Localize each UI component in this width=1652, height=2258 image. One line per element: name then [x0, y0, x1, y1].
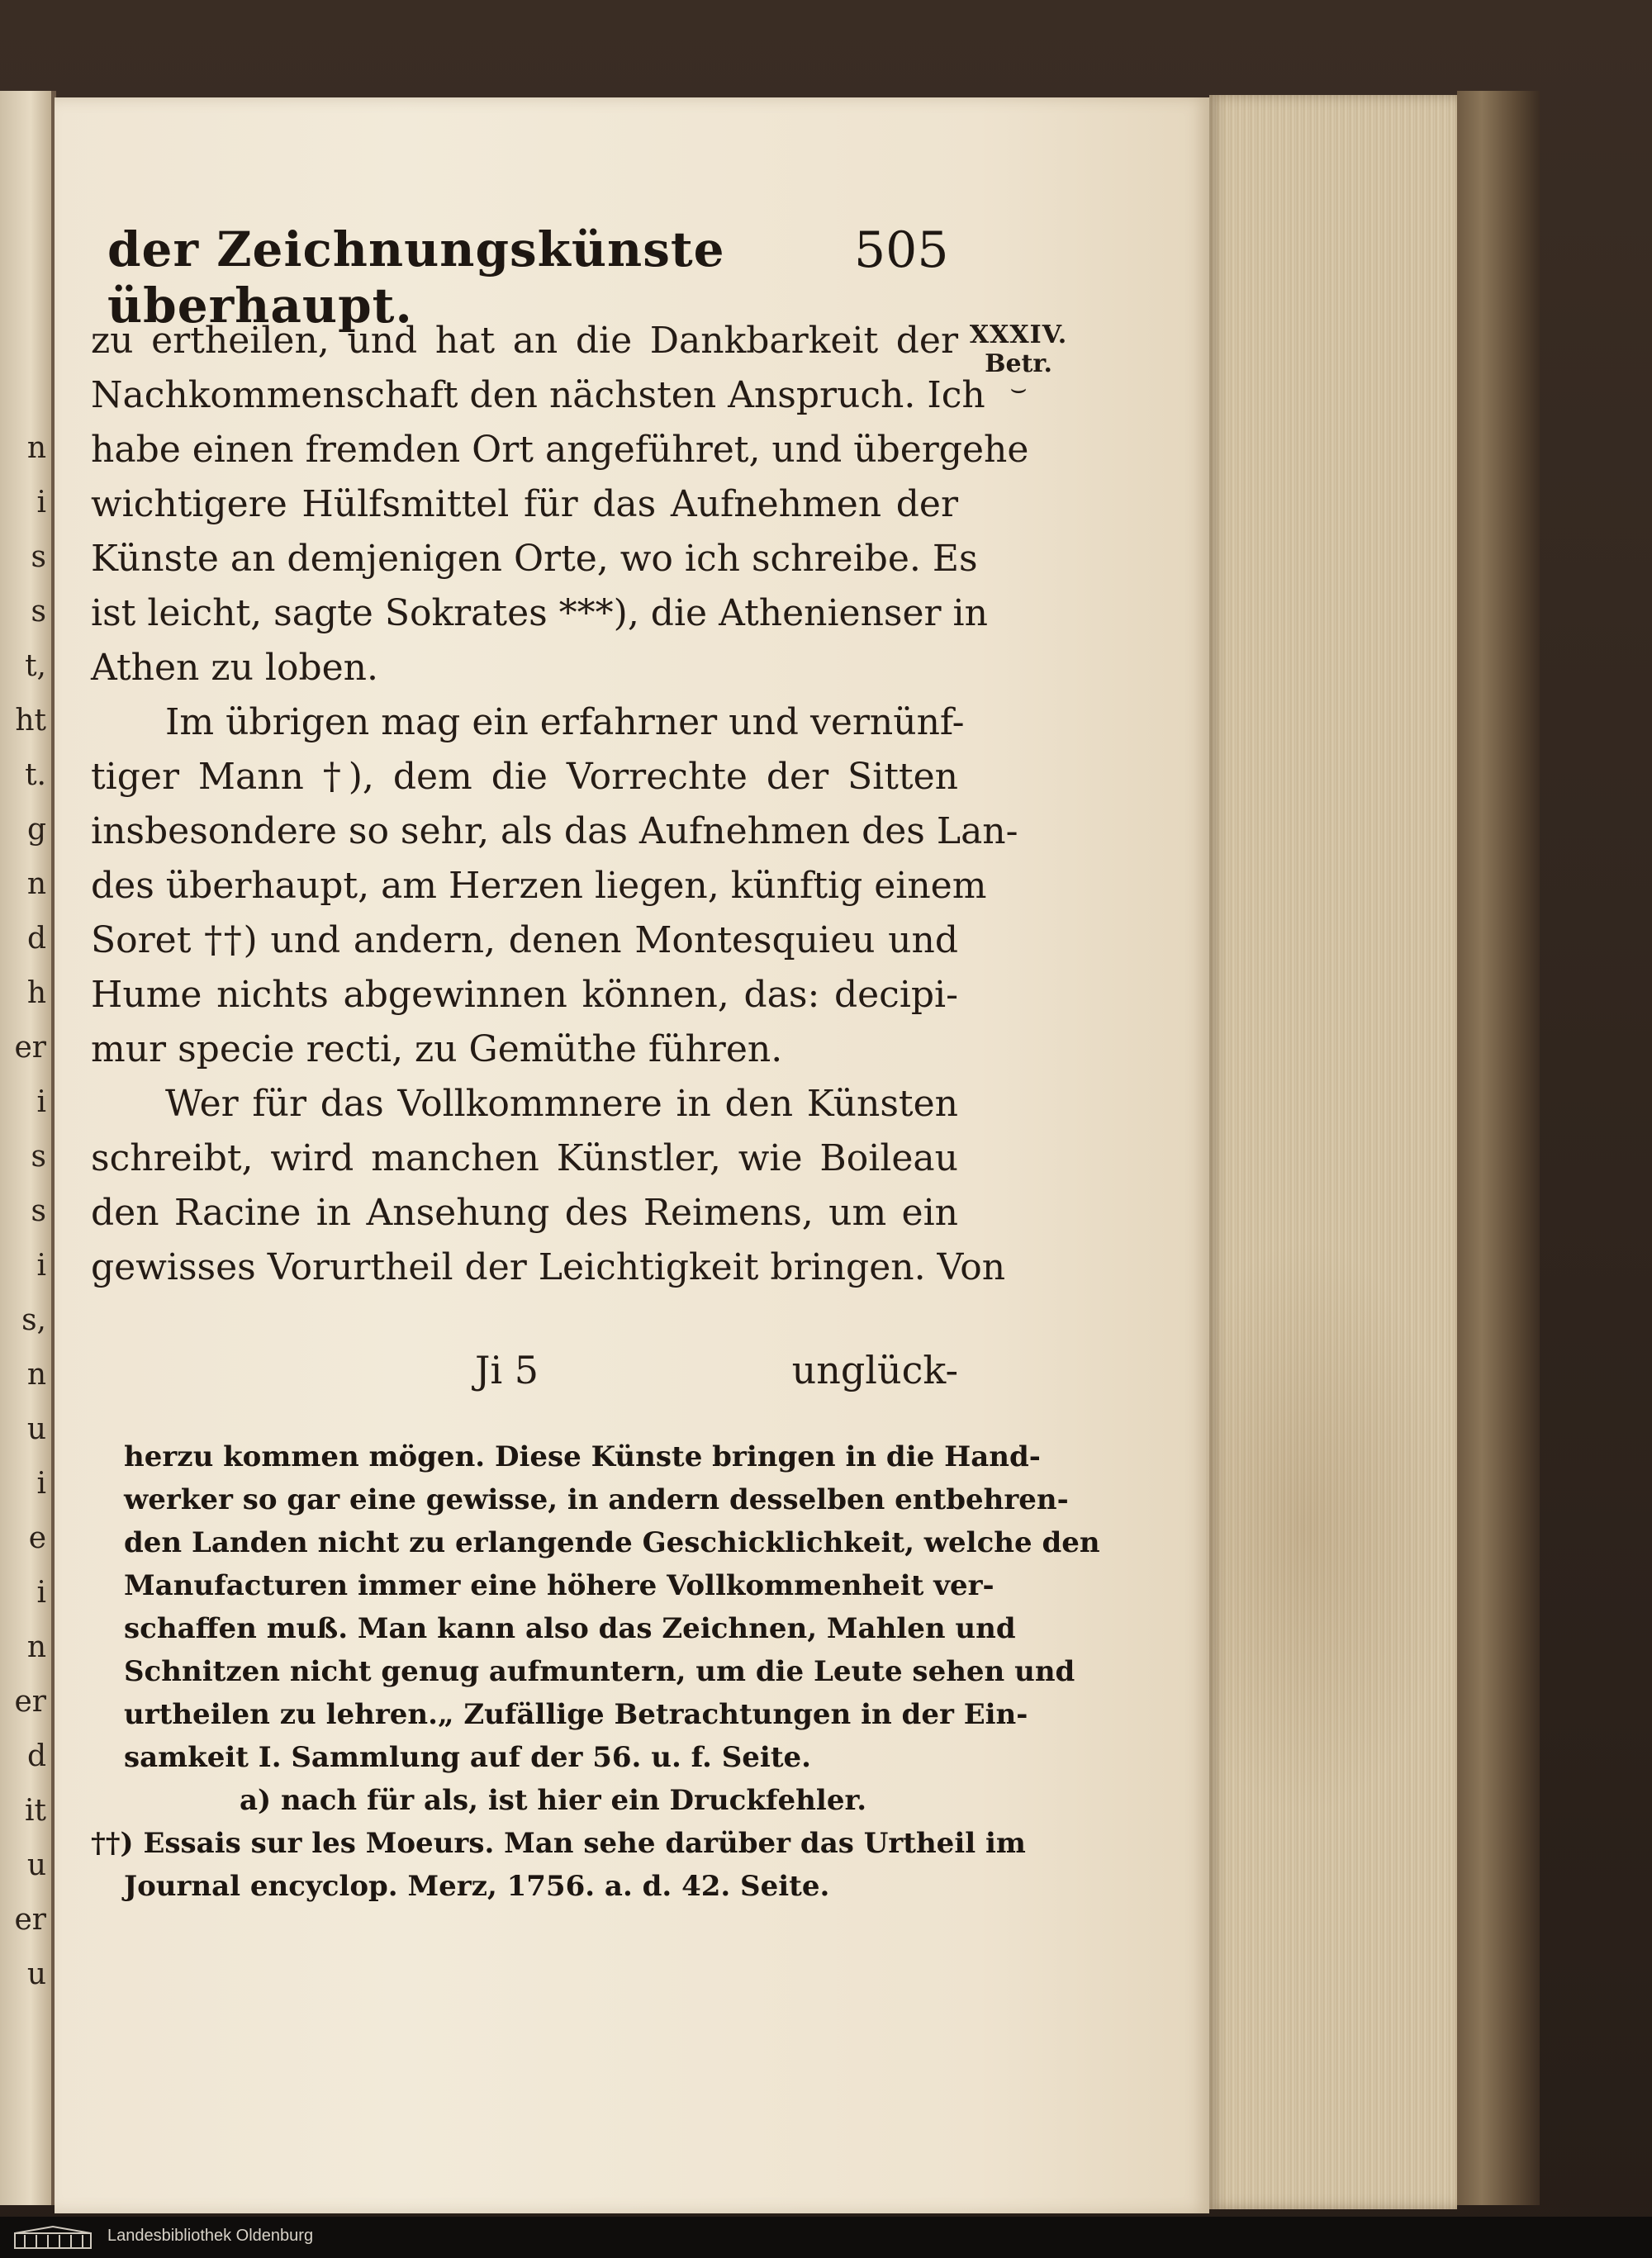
left-page-fragment: ht: [15, 704, 46, 738]
library-building-icon: [13, 2225, 93, 2250]
left-page-fragment: s: [31, 540, 46, 574]
footnote-line: den Landen nicht zu erlangende Geschicklichkeit, welche den: [124, 1526, 1100, 1559]
left-page-fragment: u: [26, 1957, 46, 1991]
footnote-line: urtheilen zu lehren.„ Zufällige Betrachtungen in der Ein-: [124, 1698, 1028, 1731]
text-line: zu ertheilen, und hat an die Dankbarkeit der: [91, 320, 958, 362]
left-page-fragment: i: [36, 1249, 46, 1283]
library-credit: Landesbibliothek Oldenburg: [107, 2227, 314, 2245]
left-page-fragment: n: [26, 1630, 46, 1664]
text-line: ist leicht, sagte Sokrates ***), die Athenienser in: [91, 592, 988, 634]
text-line: Athen zu loben.: [91, 647, 378, 689]
margin-note-brace: ⌣: [1009, 372, 1028, 404]
margin-note-number: XXXIV.: [969, 320, 1068, 349]
left-page-fragment: it: [25, 1794, 46, 1828]
text-line: Hume nichts abgewinnen können, das: decipi-: [91, 974, 958, 1016]
page-fore-edge: [1209, 95, 1457, 2209]
left-page-fragment: er: [14, 1685, 46, 1719]
left-page-fragments: [5, 421, 46, 2002]
footnotes: [91, 1435, 1100, 1908]
left-page-fragment: s,: [21, 1303, 46, 1337]
left-page-fragment: e: [28, 1521, 46, 1555]
text-line: Im übrigen mag ein erfahrner und vernünf-: [165, 701, 965, 743]
left-page-fragment: t,: [25, 649, 46, 683]
text-line: mur specie recti, zu Gemüthe führen.: [91, 1028, 783, 1070]
text-line: habe einen fremden Ort angeführet, und übergehe: [91, 429, 1029, 471]
left-page-fragment: u: [26, 1412, 46, 1446]
left-page-fragment: i: [36, 1467, 46, 1501]
signature-mark: Ji 5: [475, 1348, 539, 1392]
text-line: gewisses Vorurtheil der Leichtigkeit bringen. Von: [91, 1246, 1006, 1288]
left-page-fragment: n: [26, 1358, 46, 1392]
text-line: schreibt, wird manchen Künstler, wie Boileau: [91, 1137, 958, 1179]
footnote-line: Schnitzen nicht genug aufmuntern, um die Leute sehen und: [124, 1655, 1075, 1688]
signature-line: [91, 1348, 958, 1406]
footnote-line: werker so gar eine gewisse, in andern desselben entbehren-: [124, 1483, 1069, 1516]
running-head: der Zeichnungskünste überhaupt.: [107, 221, 725, 334]
footnote-line: Manufacturen immer eine höhere Vollkommenheit ver-: [124, 1569, 995, 1602]
left-page-fragment: er: [14, 1031, 46, 1065]
left-page-fragment: i: [36, 486, 46, 519]
text-line: Wer für das Vollkommnere in den Künsten: [165, 1083, 958, 1125]
margin-note-abbr: Betr.: [985, 349, 1052, 378]
left-page-fragment: n: [26, 867, 46, 901]
left-page-fragment: d: [26, 922, 46, 956]
credit-bar: [0, 2217, 1652, 2258]
left-page-edge: [0, 91, 56, 2205]
footnote-line: samkeit I. Sammlung auf der 56. u. f. Seite.: [124, 1741, 811, 1774]
book-cover-edge: [1457, 91, 1540, 2205]
left-page-fragment: s: [31, 595, 46, 629]
left-page-fragment: i: [36, 1085, 46, 1119]
left-page-fragment: n: [26, 431, 46, 465]
text-line: insbesondere so sehr, als das Aufnehmen des Lan-: [91, 810, 1018, 852]
footnote-a: a) nach für als, ist hier ein Druckfehler.: [240, 1784, 867, 1817]
text-line: Künste an demjenigen Orte, wo ich schreibe. Es: [91, 538, 978, 580]
left-page-fragment: u: [26, 1848, 46, 1882]
left-page-fragment: t.: [25, 758, 46, 792]
text-line: Nachkommenschaft den nächsten Anspruch. Ich: [91, 374, 985, 416]
text-line: wichtigere Hülfsmittel für das Aufnehmen der: [91, 483, 958, 525]
left-page-fragment: s: [31, 1194, 46, 1228]
text-line: des überhaupt, am Herzen liegen, künftig einem: [91, 865, 987, 907]
footnote-line: schaffen muß. Man kann also das Zeichnen, Mahlen und: [124, 1612, 1016, 1645]
page-stain: [1206, 1239, 1454, 1817]
footnote-dagger-line: ††) Essais sur les Moeurs. Man sehe darüber das Urtheil im: [91, 1827, 1026, 1860]
left-page-fragment: i: [36, 1576, 46, 1610]
text-line: Soret ††) und andern, denen Montesquieu und: [91, 919, 958, 961]
left-page-fragment: g: [26, 813, 46, 847]
footnote-dagger-line: Journal encyclop. Merz, 1756. a. d. 42. Seite.: [124, 1870, 830, 1903]
left-page-fragment: h: [26, 976, 46, 1010]
footnote-line: herzu kommen mögen. Diese Künste bringen in die Hand-: [124, 1440, 1041, 1473]
left-page-fragment: er: [14, 1903, 46, 1937]
text-line: tiger Mann †), dem die Vorrechte der Sitten: [91, 756, 958, 798]
catchword: unglück-: [791, 1348, 958, 1392]
text-line: den Racine in Ansehung des Reimens, um ein: [91, 1192, 958, 1234]
left-page-fragment: d: [26, 1739, 46, 1773]
left-page-fragment: s: [31, 1140, 46, 1174]
page-number: 505: [854, 221, 949, 279]
